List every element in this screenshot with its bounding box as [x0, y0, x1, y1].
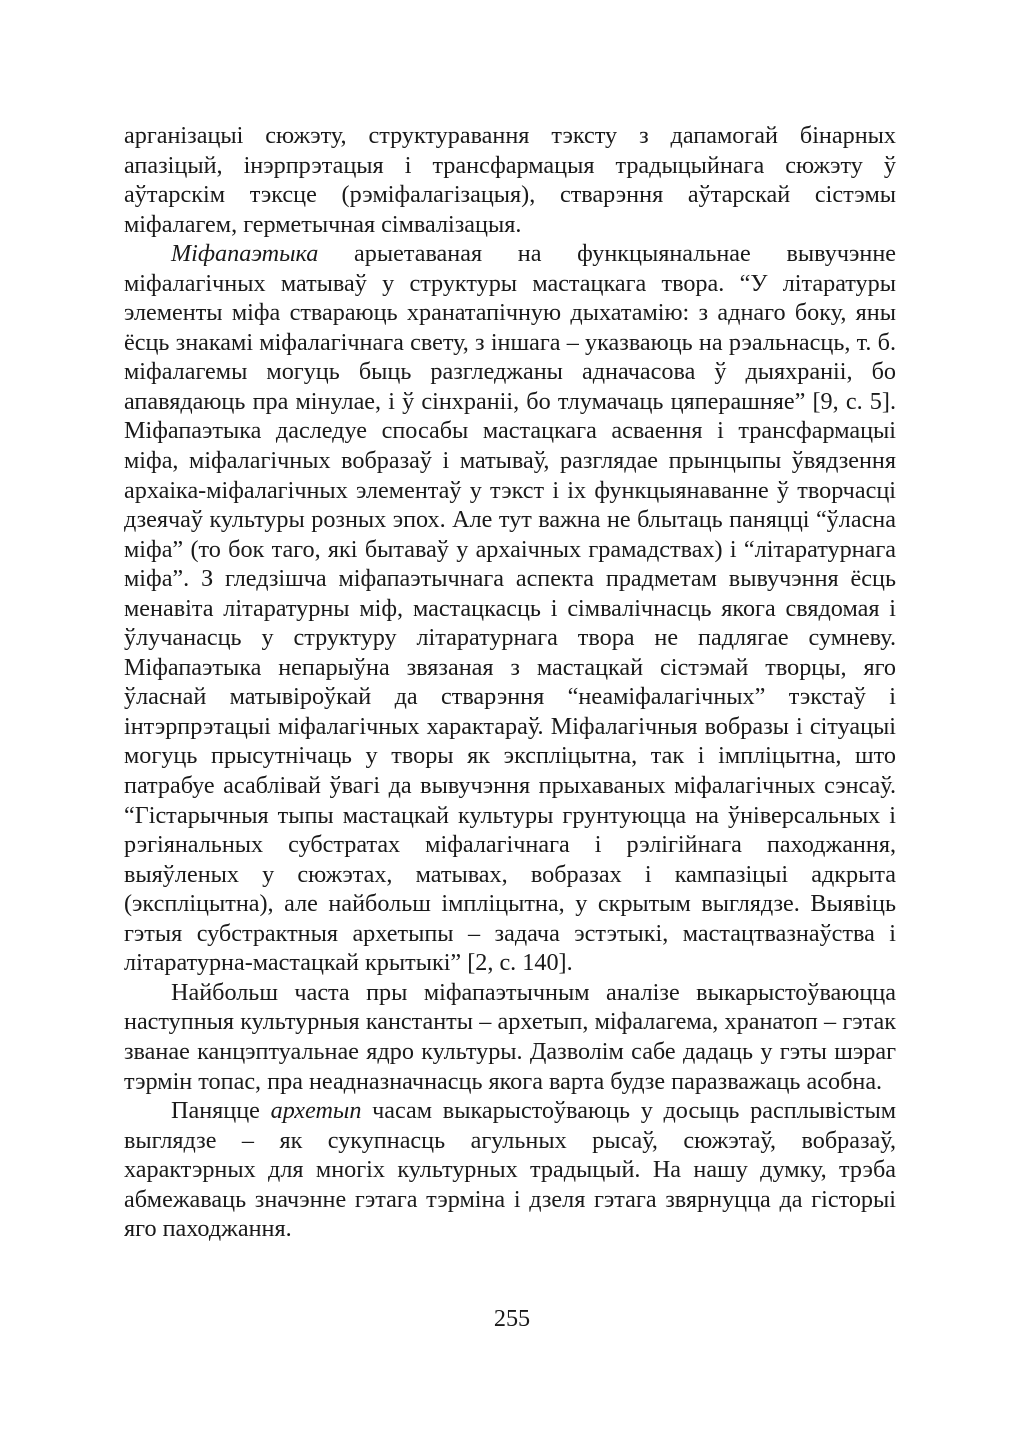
- paragraph-4-text: часам выкарыстоўваюць у досыць расплывістым выглядзе – як сукупнасць агульных рысаў, сюжэтаў, вобразаў, характэрных для многіх культурных традыцый. На нашу думку, трэба абмежаваць значэнне гэтага тэрміна і дзеля гэтага звярнуцца да гісторыі яго паходжання.: [124, 1097, 896, 1243]
- paragraph-3: [124, 978, 896, 1096]
- page-body: [124, 121, 896, 1244]
- paragraph-4-prefix: Паняцце: [171, 1097, 271, 1125]
- paragraph-2: [124, 239, 896, 978]
- paragraph-1: [124, 121, 896, 239]
- term-arkhetyp: архетып: [270, 1097, 362, 1125]
- paragraph-2-text: арыетаваная на функцыянальнае вывучэнне міфалагічных матываў у структуры мастацкага твора. “У літаратуры элементы міфа ствараюць хранатапічную дыхатамію: з аднаго боку, яны ёсць знакамі міфалагічнага свету, з іншага – указваюць на рэальнасць, т. б. міфалагемы могуць быць разгледжаны адначасова ў дыяхраніі, бо апавядаюць пра мінулае, і ў сінхраніі, бо тлумачаць цяперашняе” [9, с. 5]. Міфапаэтыка даследуе спосабы мастацкага асваення і трансфармацыі міфа, міфалагічных вобразаў і матываў, разглядае прынцыпы ўвядзення архаіка-міфалагічных элементаў у тэкст і іх функцыянаванне ў творчасці дзеячаў культуры розных эпох. Але тут важна не блытаць паняцці “ўласна міфа” (то бок таго, які бытаваў у архаічных грамадствах) і “літаратурнага міфа”. З гледзішча міфапаэтычнага аспекта прадметам вывучэння ёсць менавіта літаратурны міф, мастацкасць і сімвалічнасць якога свядомая і ўлучанасць у структуру літаратурнага твора не падлягае сумневу. Міфапаэтыка непарыўна звязаная з мастацкай сістэмай творцы, яго ўласнай матывіроўкай да стварэння “неаміфалагічных” тэкстаў і інтэрпрэтацыі міфалагічных характараў. Міфалагічныя вобразы і сітуацыі могуць прысутнічаць у творы як эксплiцытна, так і імпліцытна, што патрабуе асаблівай ўвагі да вывучэння прыхаваных міфалагічных сэнсаў. “Гістарычныя тыпы мастацкай культуры грунтуюцца на ўніверсальных і рэгіянальных субстратах міфалагічнага і рэлігійнага паходжання, выяўленых у сюжэтах, матывах, вобразах і кампазіцыі адкрыта (эксплiцытна), але найбольш імпліцытна, у скрытым выглядзе. Выявіць гэтыя субстрактныя архетыпы – задача эстэтыкі, мастацтвазнаўства і літаратурна-мастацкай крытыкі” [2, с. 140].: [124, 240, 896, 977]
- paragraph-3-text: Найбольш часта пры міфапаэтычным аналізе выкарыстоўваюцца наступныя культурныя канстанты – архетып, міфалагема, хранатоп – гэтак званае канцэптуальнае ядро культуры. Дазволім сабе дадаць у гэты шэраг тэрмін топас, пра неадназначнасць якога варта будзе паразважаць асобна.: [124, 978, 896, 1095]
- term-mifapaetyka: Міфапаэтыка: [171, 240, 319, 268]
- page-number: 255: [493, 1305, 531, 1332]
- paragraph-1-text: арганізацыі сюжэту, структуравання тэксту з дапамогай бінарных апазіцый, інэрпрэтацыя і трансфармацыя традыцыйнага сюжэту ў аўтарскім тэксце (рэміфалагізацыя), стварэння аўтарскай сістэмы міфалагем, герметычная сімвалізацыя.: [124, 122, 896, 238]
- paragraph-4: [124, 1096, 896, 1244]
